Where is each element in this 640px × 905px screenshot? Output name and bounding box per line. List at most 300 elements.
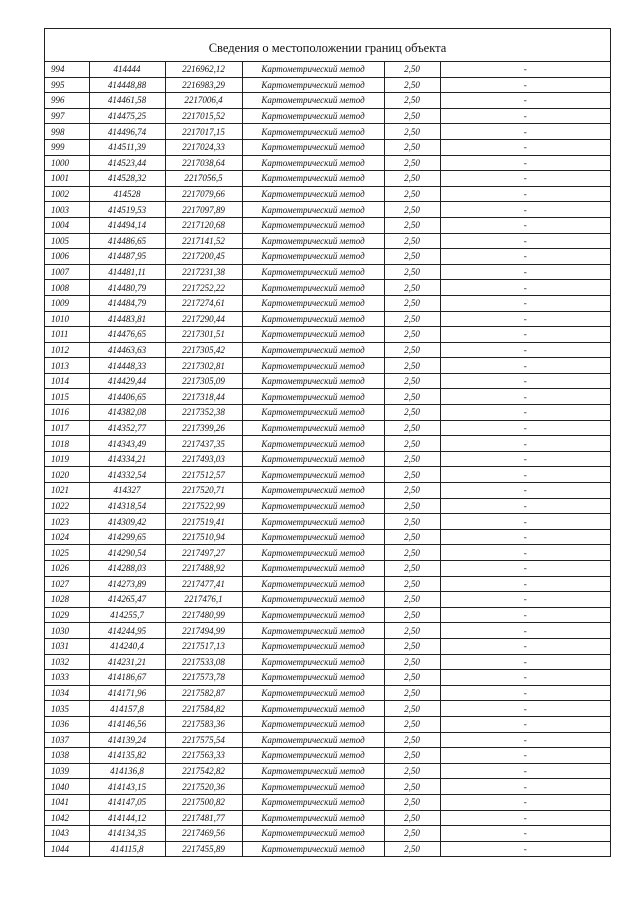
accuracy-cell: 2,50 [384, 77, 440, 93]
method-cell: Картометрический метод [242, 561, 384, 577]
accuracy-cell: 2,50 [384, 186, 440, 202]
table-row [45, 654, 610, 670]
accuracy-cell: 2,50 [384, 420, 440, 436]
table-row [45, 670, 610, 686]
method-cell: Картометрический метод [242, 405, 384, 421]
y-coordinate-cell: 2217318,44 [165, 389, 242, 405]
y-coordinate-cell: 2217079,66 [165, 186, 242, 202]
description-cell: - [440, 93, 610, 109]
description-cell: - [440, 623, 610, 639]
accuracy-cell: 2,50 [384, 233, 440, 249]
description-cell: - [523, 843, 527, 854]
y-coordinate-cell: 2217305,42 [165, 342, 242, 358]
accuracy-cell: 2,50 [384, 155, 440, 171]
description-cell: - [440, 810, 610, 826]
description-cell: - [440, 327, 610, 343]
table-row [45, 264, 610, 280]
accuracy-cell: 2,50 [384, 561, 440, 577]
point-number-cell: 1032 [45, 654, 89, 670]
description-cell: - [440, 358, 610, 374]
description-cell: - [440, 233, 610, 249]
point-number-cell: 999 [45, 139, 89, 155]
y-coordinate-cell: 2217481,77 [165, 810, 242, 826]
method-cell: Картометрический метод [242, 202, 384, 218]
x-coordinate-cell: 414429,44 [89, 373, 165, 389]
point-number-cell: 997 [45, 108, 89, 124]
method-cell: Картометрический метод [242, 249, 384, 265]
x-coordinate-cell: 414143,15 [89, 779, 165, 795]
method-cell: Картометрический метод [242, 841, 384, 856]
method-cell: Картометрический метод [242, 716, 384, 732]
point-number-cell: 1024 [45, 529, 89, 545]
y-coordinate-cell: 2217500,82 [165, 794, 242, 810]
point-number-cell: 1031 [45, 638, 89, 654]
point-number-cell: 1012 [45, 342, 89, 358]
x-coordinate-cell: 414352,77 [89, 420, 165, 436]
table-row [45, 108, 610, 124]
method-cell: Картометрический метод [242, 483, 384, 499]
y-coordinate-cell: 2217583,36 [165, 716, 242, 732]
method-cell: Картометрический метод [242, 826, 384, 842]
point-number-cell: 995 [45, 77, 89, 93]
accuracy-cell: 2,50 [384, 810, 440, 826]
y-coordinate-cell: 2217015,52 [165, 108, 242, 124]
description-cell: - [440, 77, 610, 93]
accuracy-cell: 2,50 [384, 373, 440, 389]
description-cell: - [440, 405, 610, 421]
point-number-cell: 1029 [45, 607, 89, 623]
point-number-cell: 1008 [45, 280, 89, 296]
y-coordinate-cell: 2217488,92 [165, 561, 242, 577]
x-coordinate-cell: 414511,39 [89, 139, 165, 155]
point-number-cell: 1040 [45, 779, 89, 795]
point-number-cell: 998 [45, 124, 89, 140]
method-cell: Картометрический метод [242, 389, 384, 405]
description-cell: - [440, 592, 610, 608]
description-cell: - [440, 576, 610, 592]
accuracy-cell: 2,50 [384, 327, 440, 343]
description-cell: - [440, 498, 610, 514]
y-coordinate-cell: 2217024,33 [165, 139, 242, 155]
table-row [45, 358, 610, 374]
table-row [45, 701, 610, 717]
x-coordinate-cell: 414448,88 [89, 77, 165, 93]
point-number-cell: 1001 [45, 171, 89, 187]
x-coordinate-cell: 414134,35 [89, 826, 165, 842]
description-cell: - [440, 217, 610, 233]
description-cell: - [440, 62, 610, 77]
y-coordinate-cell: 2217056,5 [165, 171, 242, 187]
accuracy-cell: 2,50 [384, 826, 440, 842]
accuracy-cell: 2,50 [384, 732, 440, 748]
x-coordinate-cell: 414244,95 [89, 623, 165, 639]
method-cell: Картометрический метод [242, 311, 384, 327]
y-coordinate-cell: 2217584,82 [165, 701, 242, 717]
point-number-cell: 1013 [45, 358, 89, 374]
method-cell: Картометрический метод [242, 451, 384, 467]
accuracy-cell: 2,50 [384, 716, 440, 732]
description-cell: - [440, 202, 610, 218]
table-row [45, 139, 610, 155]
y-coordinate-cell: 2217582,87 [165, 685, 242, 701]
y-coordinate-cell: 2217563,33 [165, 748, 242, 764]
description-cell: - [440, 732, 610, 748]
description-cell: - [440, 794, 610, 810]
method-cell: Картометрический метод [242, 498, 384, 514]
accuracy-cell: 2,50 [384, 264, 440, 280]
accuracy-cell: 2,50 [384, 514, 440, 530]
x-coordinate-cell: 414487,95 [89, 249, 165, 265]
point-number-cell: 1018 [45, 436, 89, 452]
table-row [45, 436, 610, 452]
table-row [45, 93, 610, 109]
x-coordinate-cell: 414463,63 [89, 342, 165, 358]
point-number-cell: 1022 [45, 498, 89, 514]
table-row [45, 498, 610, 514]
table-row [45, 592, 610, 608]
description-cell: - [440, 186, 610, 202]
accuracy-cell: 2,50 [384, 794, 440, 810]
accuracy-cell: 2,50 [384, 171, 440, 187]
accuracy-cell: 2,50 [384, 685, 440, 701]
point-number-cell: 1039 [45, 763, 89, 779]
description-cell: - [440, 763, 610, 779]
description-cell: - [440, 561, 610, 577]
x-coordinate-cell: 414494,14 [89, 217, 165, 233]
table-row [45, 171, 610, 187]
y-coordinate-cell: 2217455,89 [165, 841, 242, 856]
method-cell: Картометрический метод [242, 810, 384, 826]
method-cell: Картометрический метод [242, 139, 384, 155]
y-coordinate-cell: 2217274,61 [165, 295, 242, 311]
description-cell: - [440, 638, 610, 654]
description-cell: - [440, 139, 610, 155]
accuracy-cell: 2,50 [384, 436, 440, 452]
y-coordinate-cell: 2217520,36 [165, 779, 242, 795]
table-row [45, 810, 610, 826]
x-coordinate-cell: 414343,49 [89, 436, 165, 452]
method-cell: Картометрический метод [242, 701, 384, 717]
table-row [45, 186, 610, 202]
method-cell: Картометрический метод [242, 124, 384, 140]
method-cell: Картометрический метод [242, 779, 384, 795]
x-coordinate-cell: 414528 [89, 186, 165, 202]
accuracy-cell: 2,50 [384, 623, 440, 639]
point-number-cell: 996 [45, 93, 89, 109]
table-row [45, 623, 610, 639]
accuracy-cell: 2,50 [384, 748, 440, 764]
method-cell: Картометрический метод [242, 529, 384, 545]
accuracy-cell: 2,50 [384, 701, 440, 717]
x-coordinate-cell: 414265,47 [89, 592, 165, 608]
accuracy-cell: 2,50 [384, 498, 440, 514]
x-coordinate-cell: 414273,89 [89, 576, 165, 592]
y-coordinate-cell: 2217476,1 [165, 592, 242, 608]
x-coordinate-cell: 414332,54 [89, 467, 165, 483]
x-coordinate-cell: 414406,65 [89, 389, 165, 405]
accuracy-cell: 2,50 [384, 93, 440, 109]
y-coordinate-cell: 2216962,12 [165, 62, 242, 77]
accuracy-cell: 2,50 [384, 217, 440, 233]
table-row [45, 716, 610, 732]
x-coordinate-cell: 414486,65 [89, 233, 165, 249]
description-cell: - [440, 155, 610, 171]
accuracy-cell: 2,50 [384, 280, 440, 296]
description-cell: - [440, 280, 610, 296]
point-number-cell: 1035 [45, 701, 89, 717]
y-coordinate-cell: 2217510,94 [165, 529, 242, 545]
point-number-cell: 1044 [45, 841, 89, 856]
x-coordinate-cell: 414186,67 [89, 670, 165, 686]
x-coordinate-cell: 414139,24 [89, 732, 165, 748]
method-cell: Картометрический метод [242, 217, 384, 233]
method-cell: Картометрический метод [242, 514, 384, 530]
method-cell: Картометрический метод [242, 748, 384, 764]
y-coordinate-cell: 2216983,29 [165, 77, 242, 93]
table-row [45, 576, 610, 592]
accuracy-cell: 2,50 [384, 62, 440, 77]
description-cell: - [440, 451, 610, 467]
method-cell: Картометрический метод [242, 654, 384, 670]
accuracy-cell: 2,50 [384, 467, 440, 483]
x-coordinate-cell: 414483,81 [89, 311, 165, 327]
description-cell: - [440, 670, 610, 686]
accuracy-cell: 2,50 [384, 451, 440, 467]
accuracy-cell: 2,50 [384, 576, 440, 592]
x-coordinate-cell: 414146,56 [89, 716, 165, 732]
point-number-cell: 1037 [45, 732, 89, 748]
y-coordinate-cell: 2217141,52 [165, 233, 242, 249]
method-cell: Картометрический метод [242, 62, 384, 77]
description-cell: - [440, 264, 610, 280]
accuracy-cell: 2,50 [384, 654, 440, 670]
table-row [45, 685, 610, 701]
method-cell: Картометрический метод [242, 295, 384, 311]
point-number-cell: 1034 [45, 685, 89, 701]
accuracy-cell: 2,50 [384, 389, 440, 405]
table-row [45, 732, 610, 748]
description-cell: - [440, 607, 610, 623]
x-coordinate-cell: 414157,8 [89, 701, 165, 717]
point-number-cell: 1011 [45, 327, 89, 343]
method-cell: Картометрический метод [242, 420, 384, 436]
accuracy-cell: 2,50 [384, 342, 440, 358]
table-row [45, 202, 610, 218]
table-row [45, 233, 610, 249]
method-cell: Картометрический метод [242, 373, 384, 389]
point-number-cell: 1000 [45, 155, 89, 171]
method-cell: Картометрический метод [242, 576, 384, 592]
description-cell: - [440, 311, 610, 327]
y-coordinate-cell: 2217469,56 [165, 826, 242, 842]
point-number-cell: 1026 [45, 561, 89, 577]
point-number-cell: 1009 [45, 295, 89, 311]
y-coordinate-cell: 2217575,54 [165, 732, 242, 748]
y-coordinate-cell: 2217522,99 [165, 498, 242, 514]
table-row [45, 794, 610, 810]
description-cell: - [440, 373, 610, 389]
point-number-cell: 1028 [45, 592, 89, 608]
table-row [45, 155, 610, 171]
y-coordinate-cell: 2217252,22 [165, 280, 242, 296]
point-number-cell: 1027 [45, 576, 89, 592]
x-coordinate-cell: 414309,42 [89, 514, 165, 530]
table-row [45, 295, 610, 311]
accuracy-cell: 2,50 [384, 311, 440, 327]
x-coordinate-cell: 414255,7 [89, 607, 165, 623]
x-coordinate-cell: 414288,03 [89, 561, 165, 577]
y-coordinate-cell: 2217512,57 [165, 467, 242, 483]
table-row [45, 420, 610, 436]
description-cell: - [440, 436, 610, 452]
x-coordinate-cell: 414484,79 [89, 295, 165, 311]
method-cell: Картометрический метод [242, 545, 384, 561]
x-coordinate-cell: 414528,32 [89, 171, 165, 187]
accuracy-cell: 2,50 [384, 670, 440, 686]
description-cell: - [440, 295, 610, 311]
y-coordinate-cell: 2217200,45 [165, 249, 242, 265]
y-coordinate-cell: 2217519,41 [165, 514, 242, 530]
x-coordinate-cell: 414290,54 [89, 545, 165, 561]
description-cell: - [440, 685, 610, 701]
table-row [45, 779, 610, 795]
x-coordinate-cell: 414382,08 [89, 405, 165, 421]
method-cell: Картометрический метод [242, 264, 384, 280]
x-coordinate-cell: 414481,11 [89, 264, 165, 280]
table-row [45, 483, 610, 499]
method-cell: Картометрический метод [242, 155, 384, 171]
description-cell: - [440, 342, 610, 358]
point-number-cell: 1007 [45, 264, 89, 280]
point-number-cell: 1025 [45, 545, 89, 561]
accuracy-cell: 2,50 [384, 124, 440, 140]
method-cell: Картометрический метод [242, 280, 384, 296]
accuracy-cell: 2,50 [384, 295, 440, 311]
x-coordinate-cell: 414476,65 [89, 327, 165, 343]
description-cell: - [440, 545, 610, 561]
x-coordinate-cell: 414461,58 [89, 93, 165, 109]
x-coordinate-cell: 414135,82 [89, 748, 165, 764]
table-row [45, 451, 610, 467]
description-cell: - [440, 826, 610, 842]
y-coordinate-cell: 2217494,99 [165, 623, 242, 639]
accuracy-cell: 2,50 [384, 405, 440, 421]
point-number-cell: 1017 [45, 420, 89, 436]
x-coordinate-cell: 414240,4 [89, 638, 165, 654]
y-coordinate-cell: 2217533,08 [165, 654, 242, 670]
y-coordinate-cell: 2217290,44 [165, 311, 242, 327]
table-row [45, 826, 610, 842]
y-coordinate-cell: 2217017,15 [165, 124, 242, 140]
y-coordinate-cell: 2217497,27 [165, 545, 242, 561]
method-cell: Картометрический метод [242, 358, 384, 374]
method-cell: Картометрический метод [242, 685, 384, 701]
description-cell: - [440, 108, 610, 124]
x-coordinate-cell: 414299,65 [89, 529, 165, 545]
y-coordinate-cell: 2217573,78 [165, 670, 242, 686]
method-cell: Картометрический метод [242, 670, 384, 686]
accuracy-cell: 2,50 [384, 139, 440, 155]
method-cell: Картометрический метод [242, 77, 384, 93]
method-cell: Картометрический метод [242, 171, 384, 187]
description-cell: - [440, 654, 610, 670]
point-number-cell: 1041 [45, 794, 89, 810]
accuracy-cell: 2,50 [384, 592, 440, 608]
description-cell: - [440, 171, 610, 187]
table-row [45, 638, 610, 654]
method-cell: Картометрический метод [242, 732, 384, 748]
description-cell: - [440, 483, 610, 499]
y-coordinate-cell: 2217352,38 [165, 405, 242, 421]
y-coordinate-cell: 2217302,81 [165, 358, 242, 374]
x-coordinate-cell: 414327 [89, 483, 165, 499]
y-coordinate-cell: 2217120,68 [165, 217, 242, 233]
accuracy-cell: 2,50 [384, 638, 440, 654]
table-row [45, 763, 610, 779]
point-number-cell: 1005 [45, 233, 89, 249]
table-row [45, 467, 610, 483]
table-title: Сведения о местоположении границ объекта [45, 29, 610, 62]
point-number-cell: 994 [45, 62, 89, 77]
point-number-cell: 1020 [45, 467, 89, 483]
y-coordinate-cell: 2217038,64 [165, 155, 242, 171]
method-cell: Картометрический метод [242, 638, 384, 654]
description-cell: - [440, 249, 610, 265]
point-number-cell: 1030 [45, 623, 89, 639]
accuracy-cell: 2,50 [384, 358, 440, 374]
table-row [45, 311, 610, 327]
table-row [45, 249, 610, 265]
table-row [45, 77, 610, 93]
x-coordinate-cell: 414171,96 [89, 685, 165, 701]
y-coordinate-cell: 2217480,99 [165, 607, 242, 623]
x-coordinate-cell: 414519,53 [89, 202, 165, 218]
method-cell: Картометрический метод [242, 592, 384, 608]
point-number-cell: 1019 [45, 451, 89, 467]
point-number-cell: 1033 [45, 670, 89, 686]
coordinates-table [45, 62, 610, 856]
y-coordinate-cell: 2217097,89 [165, 202, 242, 218]
table-row [45, 373, 610, 389]
description-cell: - [440, 389, 610, 405]
point-number-cell: 1038 [45, 748, 89, 764]
x-coordinate-cell: 414334,21 [89, 451, 165, 467]
table-row [45, 124, 610, 140]
table-row [45, 514, 610, 530]
y-coordinate-cell: 2217437,35 [165, 436, 242, 452]
table-row [45, 841, 610, 856]
table-row [45, 748, 610, 764]
x-coordinate-cell: 414144,12 [89, 810, 165, 826]
y-coordinate-cell: 2217006,4 [165, 93, 242, 109]
table-row [45, 561, 610, 577]
accuracy-cell: 2,50 [384, 108, 440, 124]
accuracy-cell: 2,50 [384, 483, 440, 499]
method-cell: Картометрический метод [242, 607, 384, 623]
point-number-cell: 1036 [45, 716, 89, 732]
point-number-cell: 1010 [45, 311, 89, 327]
method-cell: Картометрический метод [242, 93, 384, 109]
accuracy-cell: 2,50 [384, 249, 440, 265]
x-coordinate-cell: 414136,8 [89, 763, 165, 779]
table-row [45, 327, 610, 343]
point-number-cell: 1006 [45, 249, 89, 265]
point-number-cell: 1042 [45, 810, 89, 826]
table-row [45, 280, 610, 296]
description-cell: - [440, 716, 610, 732]
point-number-cell: 1015 [45, 389, 89, 405]
x-coordinate-cell: 414480,79 [89, 280, 165, 296]
